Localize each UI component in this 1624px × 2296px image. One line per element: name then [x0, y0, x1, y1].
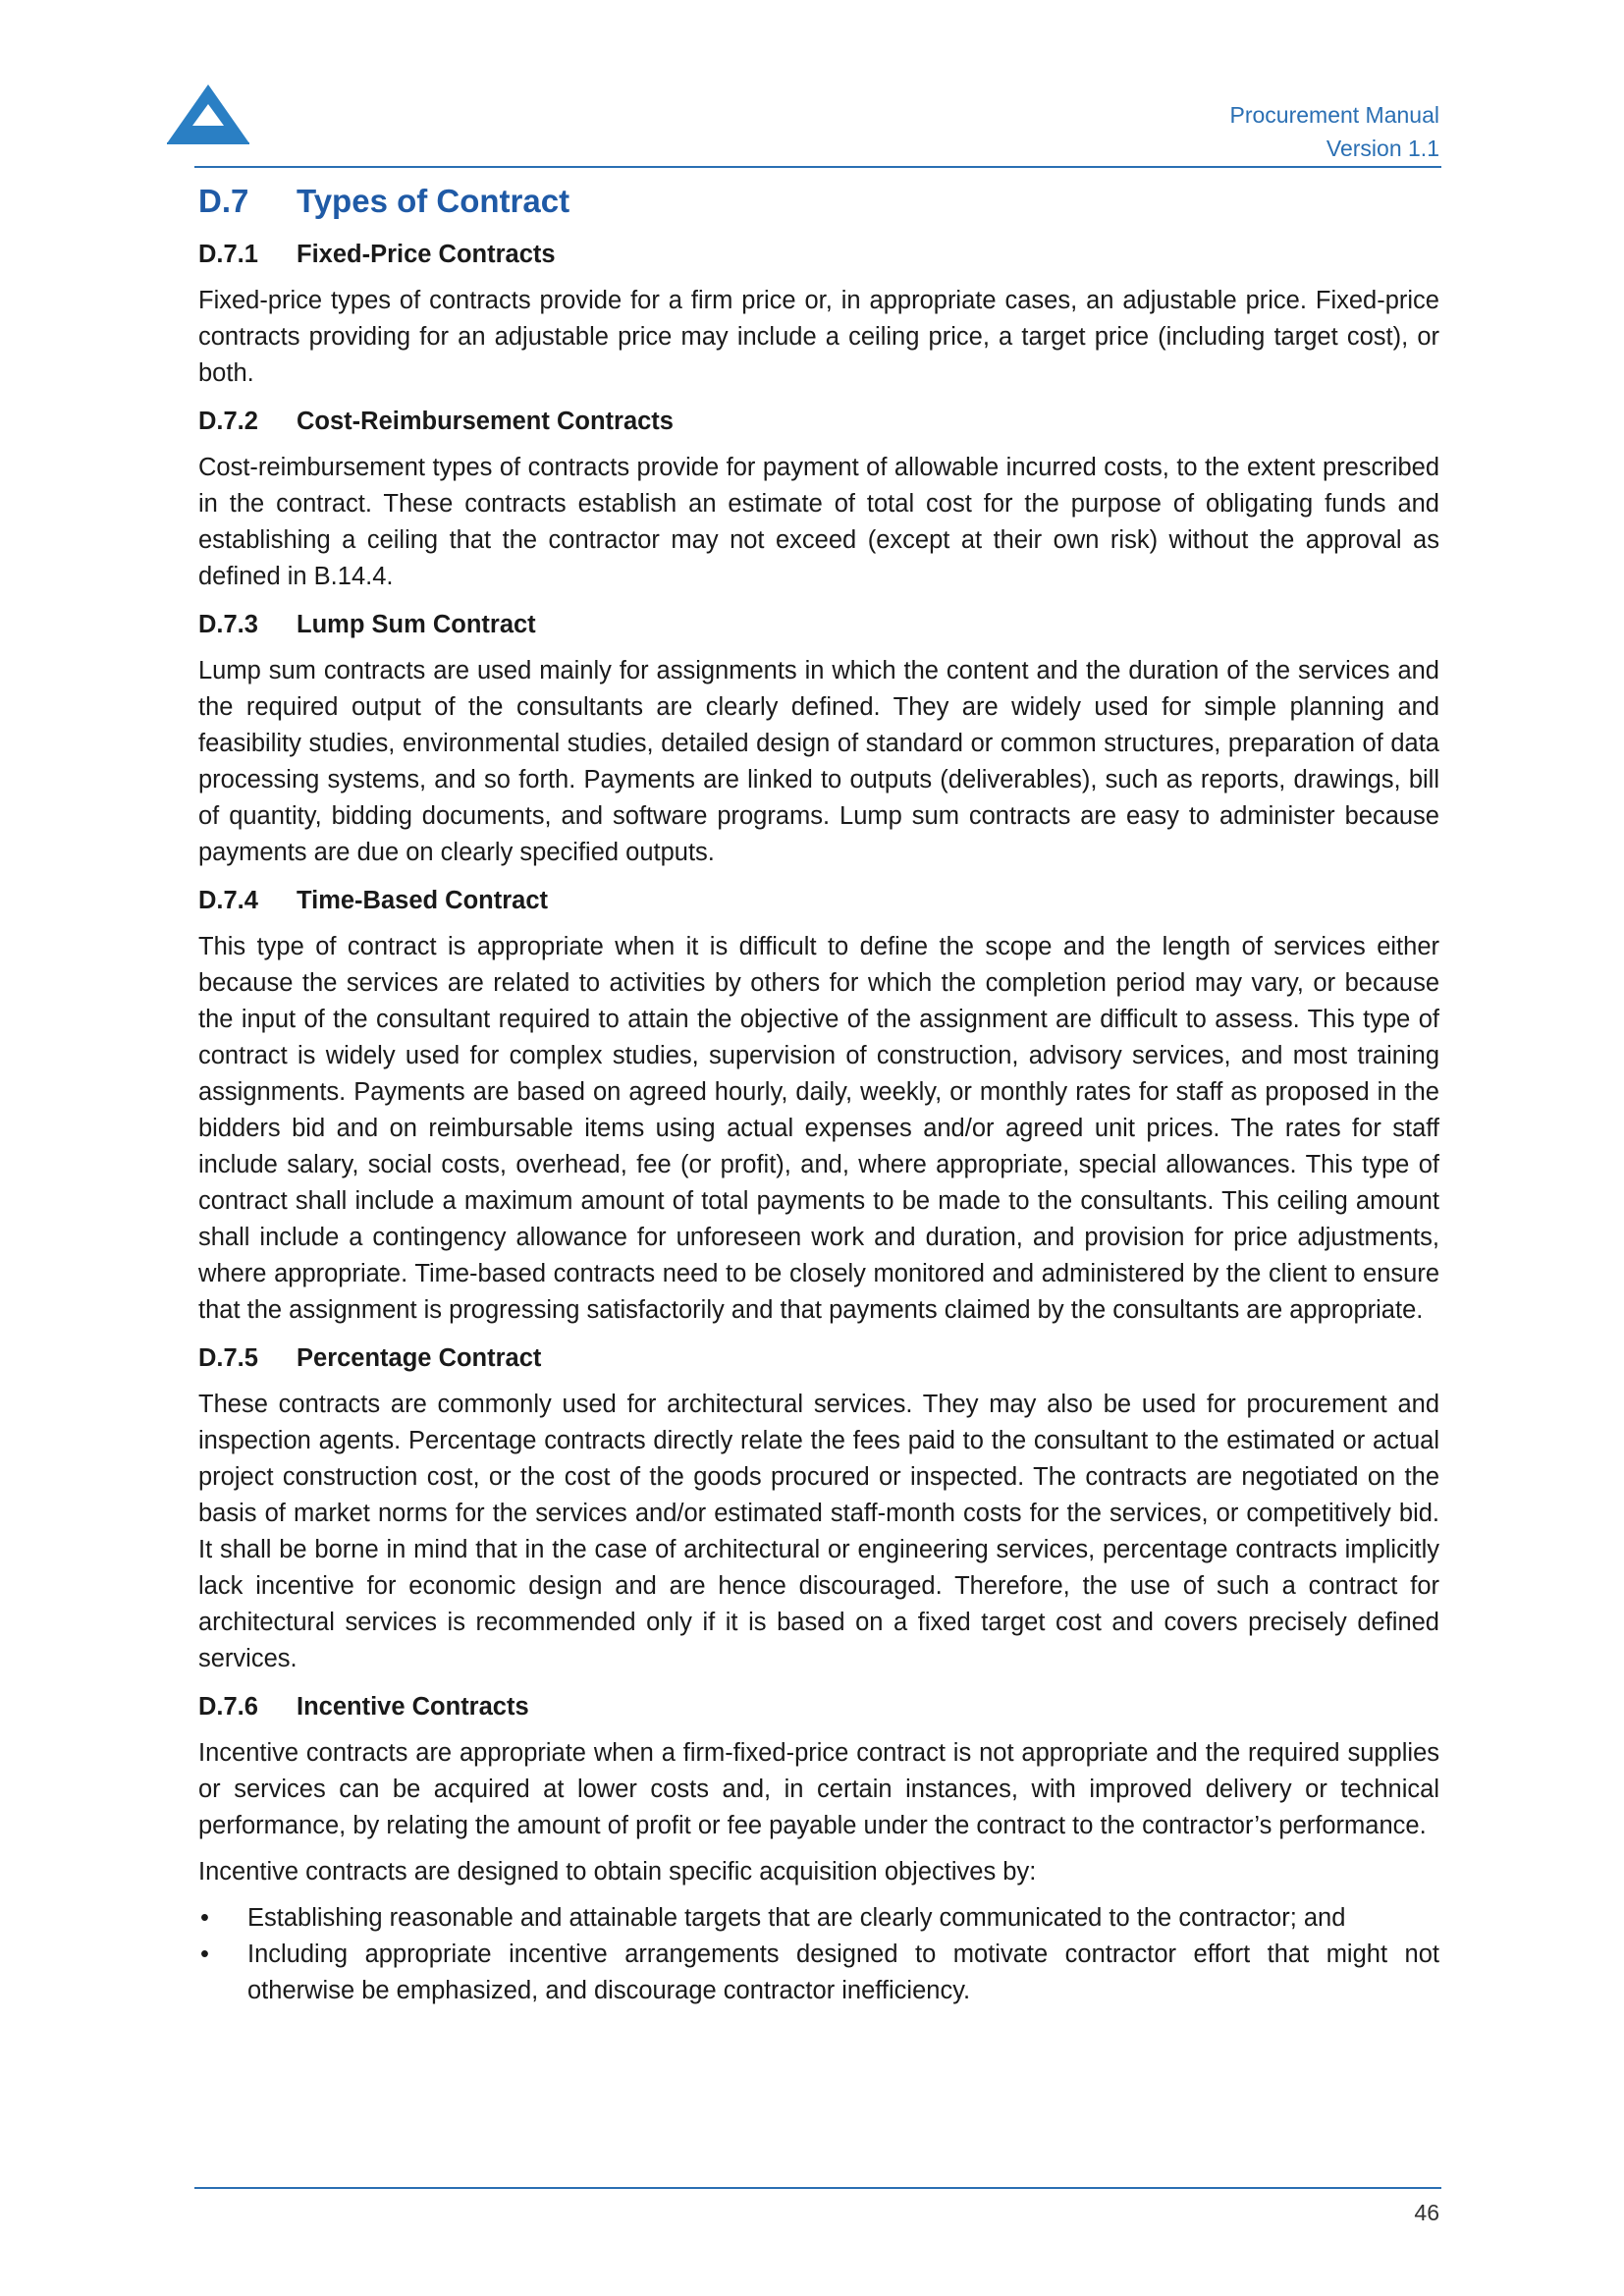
manual-version: Version 1.1	[1326, 136, 1439, 161]
ppaf-logo	[165, 82, 251, 161]
list-item: • Establishing reasonable and attainable targets that are clearly communicated to the contractor; and	[198, 1900, 1439, 1937]
section-number: D.7	[198, 183, 249, 219]
paragraph: Cost-reimbursement types of contracts provide for payment of allowable incurred costs, to the extent prescribed in the contract. These contracts establish an estimate of total cost for the purpose of obligating funds and establishing a ceiling that the contractor may not exceed (except at their own risk) without the approval as defined in B.14.4.	[198, 454, 1439, 590]
page-number: 46	[1414, 2200, 1439, 2225]
subsection-heading: D.7.4 Time-Based Contract	[198, 887, 549, 914]
subsection-heading: D.7.5 Percentage Contract	[198, 1344, 542, 1372]
paragraph: Lump sum contracts are used mainly for assignments in which the content and the duration of the services and the required output of the consultants are clearly defined. They are widely used for simple planning and feasibility studies, environmental studies, detailed design of standard or common structures, preparation of data processing systems, and so forth. Payments are linked to outputs (deliverables), such as reports, drawings, bill of quantity, bidding documents, and software programs. Lump sum contracts are easy to administer because payments are due on clearly specified outputs.	[198, 657, 1439, 866]
paragraph: Incentive contracts are appropriate when a firm-fixed-price contract is not appropriate and the required supplies or services can be acquired at lower costs and, in certain instances, with improved delivery or technical performance, by relating the amount of profit or fee payable under the contract to the contractor’s performance.	[198, 1739, 1439, 1839]
subsection-heading: D.7.1 Fixed-Price Contracts	[198, 241, 556, 268]
page-body	[198, 169, 1439, 2009]
footer-divider	[194, 2187, 1441, 2189]
subsection-heading: D.7.3 Lump Sum Contract	[198, 611, 536, 638]
logo-triangle-icon	[165, 82, 251, 147]
running-header	[1230, 98, 1440, 165]
section-heading	[198, 169, 1439, 225]
paragraph: Incentive contracts are designed to obtain specific acquisition objectives by:	[198, 1858, 1037, 1886]
subsection-heading: D.7.6 Incentive Contracts	[198, 1693, 529, 1721]
bullet-list	[198, 1900, 1439, 2009]
paragraph: This type of contract is appropriate when it is difficult to define the scope and the length of services either because the services are related to activities by others for which the completion period may vary, or because the input of the consultant required to attain the objective of the assignment are difficult to assess. This type of contract is widely used for complex studies, supervision of construction, advisory services, and most training assignments. Payments are based on agreed hourly, daily, weekly, or monthly rates for staff as proposed in the bidders bid and on reimbursable items using actual expenses and/or agreed unit prices. The rates for staff include salary, social costs, overhead, fee (or profit), and, where appropriate, special allowances. This type of contract shall include a maximum amount of total payments to be made to the consultants. This ceiling amount shall include a contingency allowance for unforeseen work and duration, and provision for price adjustments, where appropriate. Time-based contracts need to be closely monitored and administered by the client to ensure that the assignment is progressing satisfactorily and that payments claimed by the consultants are appropriate.	[198, 933, 1439, 1324]
list-item: • Including appropriate incentive arrangements designed to motivate contractor effort that might not otherwise be emphasized, and discourage contractor inefficiency.	[198, 1937, 1439, 2009]
section-title: Types of Contract	[297, 183, 570, 219]
manual-title: Procurement Manual	[1229, 102, 1439, 128]
header-divider	[194, 166, 1441, 168]
subsection-heading: D.7.2 Cost-Reimbursement Contracts	[198, 408, 674, 435]
paragraph: These contracts are commonly used for architectural services. They may also be used for procurement and inspection agents. Percentage contracts directly relate the fees paid to the consultant to the estimated or actual project construction cost, or the cost of the goods procured or inspected. The contracts are negotiated on the basis of market norms for the services and/or estimated staff-month costs for the services, or competitively bid. It shall be borne in mind that in the case of architectural or engineering services, percentage contracts implicitly lack incentive for economic design and are hence discouraged. Therefore, the use of such a contract for architectural services is recommended only if it is based on a fixed target cost and covers precisely defined services.	[198, 1391, 1439, 1672]
paragraph: Fixed-price types of contracts provide for a firm price or, in appropriate cases, an adjustable price. Fixed-price contracts providing for an adjustable price may include a ceiling price, a target price (including target cost), or both.	[198, 287, 1439, 387]
